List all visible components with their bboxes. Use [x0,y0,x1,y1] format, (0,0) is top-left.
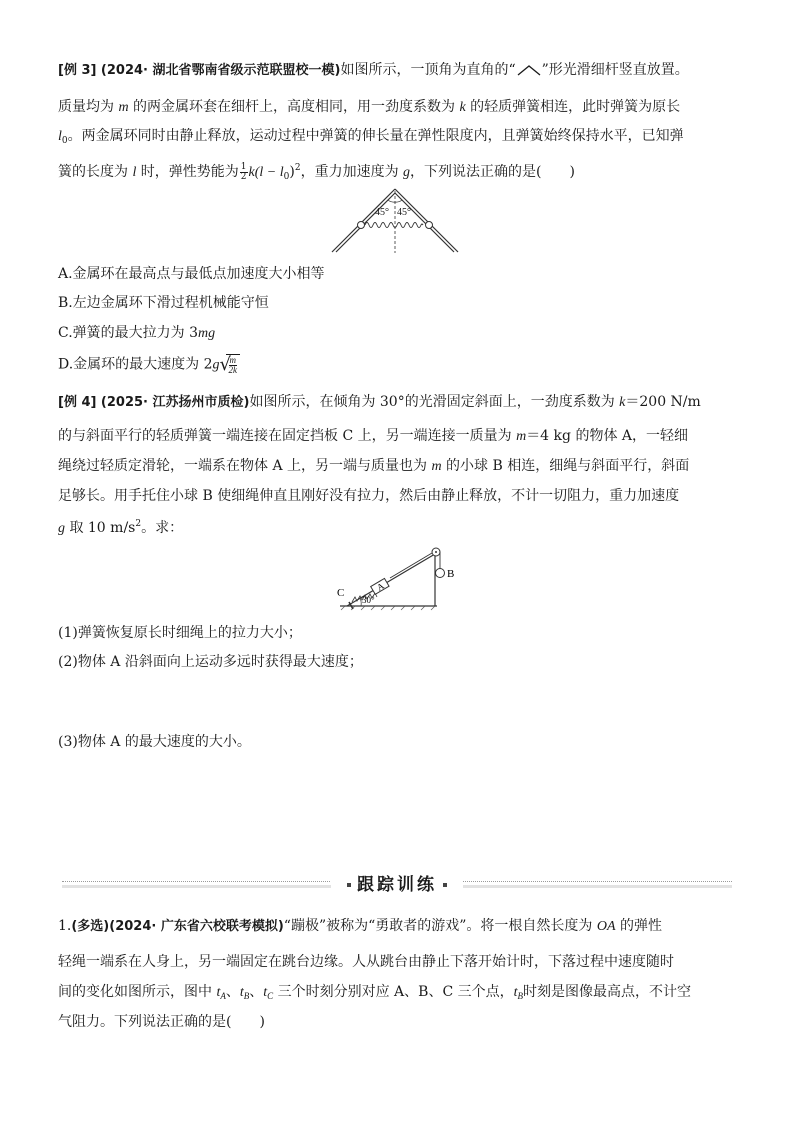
example4-line1: [例 4] (2025· 江苏扬州市质检)如图所示，在倾角为 30°的光滑固定斜面上，一劲度系数为 k＝200 N/m [58,394,701,410]
sqrt-expression: √ $\frac{m}{2k}$ [220,354,241,375]
fraction-half: $\frac{1}{2}$ [240,161,247,182]
section-header [62,865,732,895]
label-a: A [374,580,386,593]
block-a [371,578,390,595]
left-rod [332,189,395,252]
angle-right-label: 45° [397,207,411,218]
section-title: 跟踪训练 [357,875,437,895]
right-rod [395,189,458,252]
example4-figure [335,540,475,612]
example3-line4: 簧的长度为 l 时，弹性势能为 $\frac{1}{2}$ $k(l - l_0)^2$，重力加速度为 g，下列说法正确的是( ) [58,161,575,182]
problem1-line2: 轻绳一端系在人身上，另一端固定在跳台边缘。人从跳台由静止下落开始计时，下落过程中速度随时 [58,954,674,970]
example4-line5: g 取 10 $m/s^2$。求： [58,519,184,536]
example-tag: [例 4] [58,395,97,410]
problem1-line4: 气阻力。下列说法正确的是( ) [58,1014,265,1030]
example4-line2: 的与斜面平行的轻质弹簧一端连接在固定挡板 C 上，另一端连接一质量为 m＝4 kg 的物体 A，一轻细 [58,428,689,444]
example-tag: [例 3] [58,63,97,78]
rope-incline [390,553,432,578]
example4-line4: 足够长。用手托住小球 B 使细绳伸直且刚好没有拉力，然后由静止释放，不计一切阻力，重力加速度 [58,488,680,504]
multi-select-tag: (多选) [71,919,110,934]
ball-b [436,569,445,578]
problem-source: (2024· 广东省六校联考模拟) [109,919,284,934]
question-1: (1)弹簧恢复原长时细绳上的拉力大小； [58,625,302,641]
question-3: (3)物体 A 的最大速度的大小。 [58,734,251,750]
right-ring [426,222,433,229]
label-b: B [447,568,455,580]
bullet-square-icon [443,883,447,887]
option-b: B.左边金属环下滑过程机械能守恒 [58,295,269,311]
example3-figure [330,185,460,255]
angle-left-label: 45° [375,207,389,218]
example4-line3: 绳绕过轻质定滑轮，一端系在物体 A 上，另一端与质量也为 m 的小球 B 相连，细绳与斜面平行，斜面 [58,458,690,474]
angle-label: 30° [362,595,375,605]
example3-line1: [例 3] (2024· 湖北省鄂南省级示范联盟校一模)如图所示，一顶角为直角的“ ”形光滑细杆竖直放置。 [58,62,689,78]
example3-line3: $l_0$。两金属环同时由静止释放，运动过程中弹簧的伸长量在弹性限度内，且弹簧始终保持水平，已知弹 [58,128,684,146]
option-c: C.弹簧的最大拉力为 3mg [58,325,216,341]
example3-line2: 质量均为 m 的两金属环套在细杆上，高度相同，用一劲度系数为 k 的轻质弹簧相连，此时弹簧为原长 [58,99,681,115]
bullet-square-icon [347,883,351,887]
example-source: (2025· 江苏扬州市质检) [100,395,250,410]
option-a: A.金属环在最高点与最低点加速度大小相等 [58,266,325,282]
example-source: (2024· 湖北省鄂南省级示范联盟校一模) [100,63,341,78]
label-c: C [337,587,345,599]
inverted-v-symbol [516,64,542,76]
option-d: D.金属环的最大速度为 2g √ $\frac{m}{2k}$ [58,354,240,376]
spring [365,223,423,228]
problem1-line1: 1.(多选)(2024· 广东省六校联考模拟)“蹦极”被称为“勇敢者的游戏”。将一根自然长度为 OA 的弹性 [58,918,662,934]
question-2: (2)物体 A 沿斜面向上运动多远时获得最大速度； [58,654,363,670]
problem1-line3: 间的变化如图所示，图中 $t_A$、$t_B$、$t_C$ 三个时刻分别对应 A、B、C 三个点，$t_B$时刻是图像最高点，不计空 [58,984,692,1001]
left-ring [358,222,365,229]
